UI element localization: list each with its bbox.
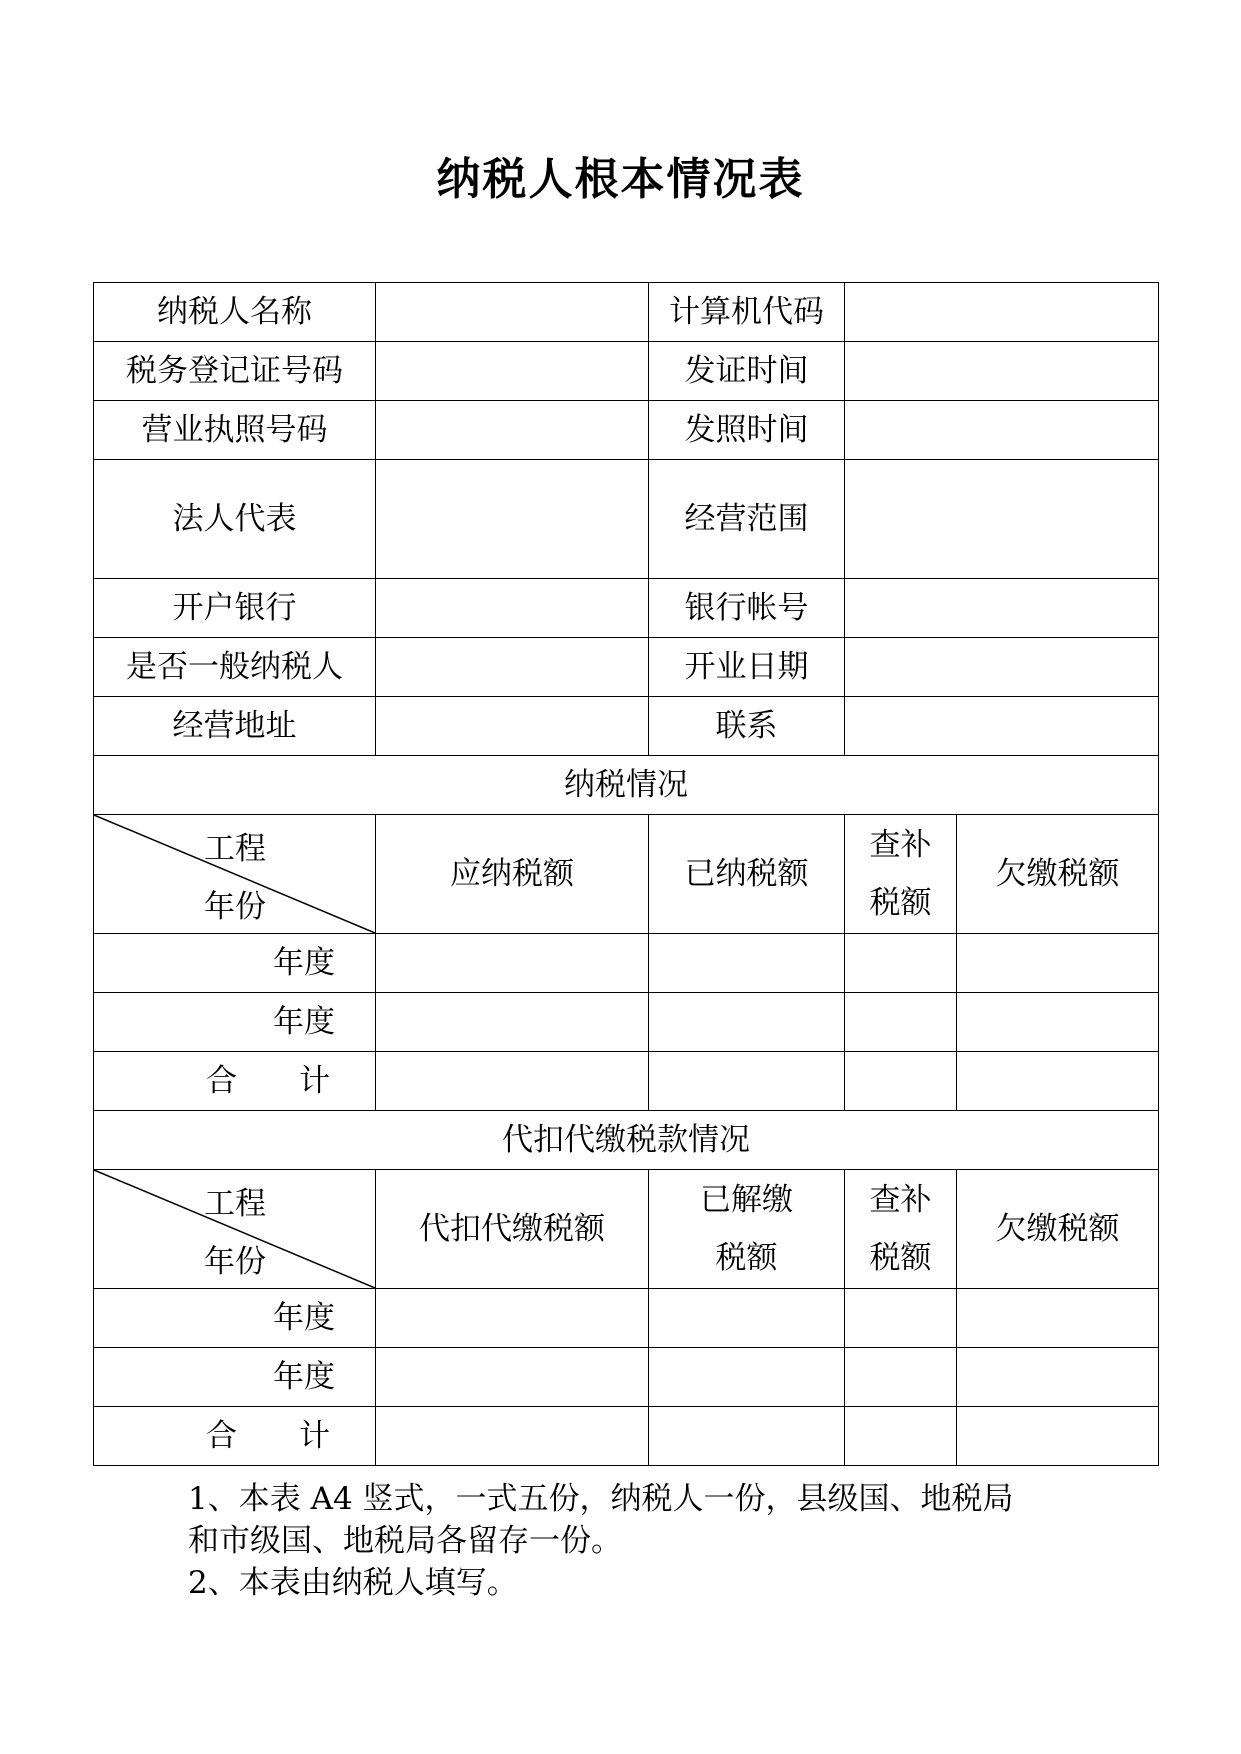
field-computer-code[interactable] [845, 283, 1159, 342]
field-business-address[interactable] [376, 697, 649, 756]
col-tax-audit [845, 815, 957, 934]
withhold-year-row-2-label: 年度 [94, 1348, 376, 1407]
label-issue-date: 发证时间 [649, 342, 845, 401]
tax-cell[interactable] [957, 934, 1159, 993]
label-bank-account: 银行帐号 [649, 579, 845, 638]
withhold-total-cell[interactable] [376, 1407, 649, 1466]
label-general-taxpayer: 是否一般纳税人 [94, 638, 376, 697]
withhold-total-cell[interactable] [957, 1407, 1159, 1466]
col-withhold-audit-line1: 查补 [869, 1182, 932, 1218]
label-legal-representative: 法人代表 [94, 460, 376, 579]
tax-corner-header [94, 815, 376, 934]
withhold-cell[interactable] [957, 1348, 1159, 1407]
label-taxpayer-name: 纳税人名称 [94, 283, 376, 342]
withhold-cell[interactable] [649, 1348, 845, 1407]
col-withhold-arrears: 欠缴税额 [957, 1170, 1159, 1289]
tax-total-cell[interactable] [649, 1052, 845, 1111]
total-char-2: 计 [299, 1418, 330, 1454]
withhold-total-label [94, 1407, 376, 1466]
col-tax-audit-line1: 查补 [869, 827, 932, 863]
tax-cell[interactable] [957, 993, 1159, 1052]
total-char-1: 合 [206, 1063, 237, 1099]
corner-item-label: 工程 [204, 831, 266, 867]
col-remitted-tax [649, 1170, 845, 1289]
field-business-license-no[interactable] [376, 401, 649, 460]
label-computer-code: 计算机代码 [649, 283, 845, 342]
tax-cell[interactable] [845, 934, 957, 993]
field-general-taxpayer[interactable] [376, 638, 649, 697]
tax-total-cell[interactable] [957, 1052, 1159, 1111]
corner-item-label: 工程 [204, 1186, 266, 1222]
tax-cell[interactable] [845, 993, 957, 1052]
col-tax-paid: 已纳税额 [649, 815, 845, 934]
withhold-cell[interactable] [376, 1348, 649, 1407]
field-business-scope[interactable] [845, 460, 1159, 579]
corner-year-label: 年份 [204, 1244, 266, 1280]
field-issue-date[interactable] [845, 342, 1159, 401]
col-withhold-audit [845, 1170, 957, 1289]
label-contact: 联系 [649, 697, 845, 756]
tax-section-title: 纳税情况 [94, 756, 1159, 815]
field-contact[interactable] [845, 697, 1159, 756]
corner-year-label: 年份 [204, 889, 266, 925]
withhold-cell[interactable] [957, 1289, 1159, 1348]
label-business-address: 经营地址 [94, 697, 376, 756]
field-opening-date[interactable] [845, 638, 1159, 697]
col-remitted-tax-line2: 税额 [715, 1240, 778, 1276]
label-business-scope: 经营范围 [649, 460, 845, 579]
tax-cell[interactable] [376, 993, 649, 1052]
tax-cell[interactable] [649, 993, 845, 1052]
tax-cell[interactable] [376, 934, 649, 993]
note-line-1: 1、本表 A4 竖式，一式五份，纳税人一份，县级国、地税局 [188, 1481, 1014, 1517]
note-line-3: 2、本表由纳税人填写。 [188, 1565, 518, 1601]
field-bank-account[interactable] [845, 579, 1159, 638]
col-remitted-tax-line1: 已解缴 [700, 1182, 793, 1218]
withhold-total-cell[interactable] [845, 1407, 957, 1466]
field-taxpayer-name[interactable] [376, 283, 649, 342]
taxpayer-info-table [93, 282, 1159, 1466]
field-tax-registration-no[interactable] [376, 342, 649, 401]
label-opening-date: 开业日期 [649, 638, 845, 697]
label-bank: 开户银行 [94, 579, 376, 638]
total-char-1: 合 [206, 1418, 237, 1454]
withhold-total-cell[interactable] [649, 1407, 845, 1466]
col-tax-audit-line2: 税额 [869, 885, 932, 921]
tax-year-row-2-label: 年度 [94, 993, 376, 1052]
note-line-2: 和市级国、地税局各留存一份。 [188, 1523, 622, 1559]
withhold-cell[interactable] [845, 1289, 957, 1348]
field-bank[interactable] [376, 579, 649, 638]
page-title: 纳税人根本情况表 [436, 154, 805, 205]
col-tax-arrears: 欠缴税额 [957, 815, 1159, 934]
tax-total-label [94, 1052, 376, 1111]
col-withhold-audit-line2: 税额 [869, 1240, 932, 1276]
field-license-date[interactable] [845, 401, 1159, 460]
tax-total-cell[interactable] [845, 1052, 957, 1111]
footnotes [188, 1478, 1088, 1604]
label-license-date: 发照时间 [649, 401, 845, 460]
total-char-2: 计 [299, 1063, 330, 1099]
withhold-section-title: 代扣代缴税款情况 [94, 1111, 1159, 1170]
withhold-cell[interactable] [845, 1348, 957, 1407]
col-tax-payable: 应纳税额 [376, 815, 649, 934]
withhold-corner-header [94, 1170, 376, 1289]
col-withheld-tax: 代扣代缴税额 [376, 1170, 649, 1289]
label-tax-registration-no: 税务登记证号码 [94, 342, 376, 401]
withhold-cell[interactable] [376, 1289, 649, 1348]
field-legal-representative[interactable] [376, 460, 649, 579]
withhold-year-row-1-label: 年度 [94, 1289, 376, 1348]
withhold-cell[interactable] [649, 1289, 845, 1348]
tax-cell[interactable] [649, 934, 845, 993]
tax-year-row-1-label: 年度 [94, 934, 376, 993]
label-business-license-no: 营业执照号码 [94, 401, 376, 460]
tax-total-cell[interactable] [376, 1052, 649, 1111]
